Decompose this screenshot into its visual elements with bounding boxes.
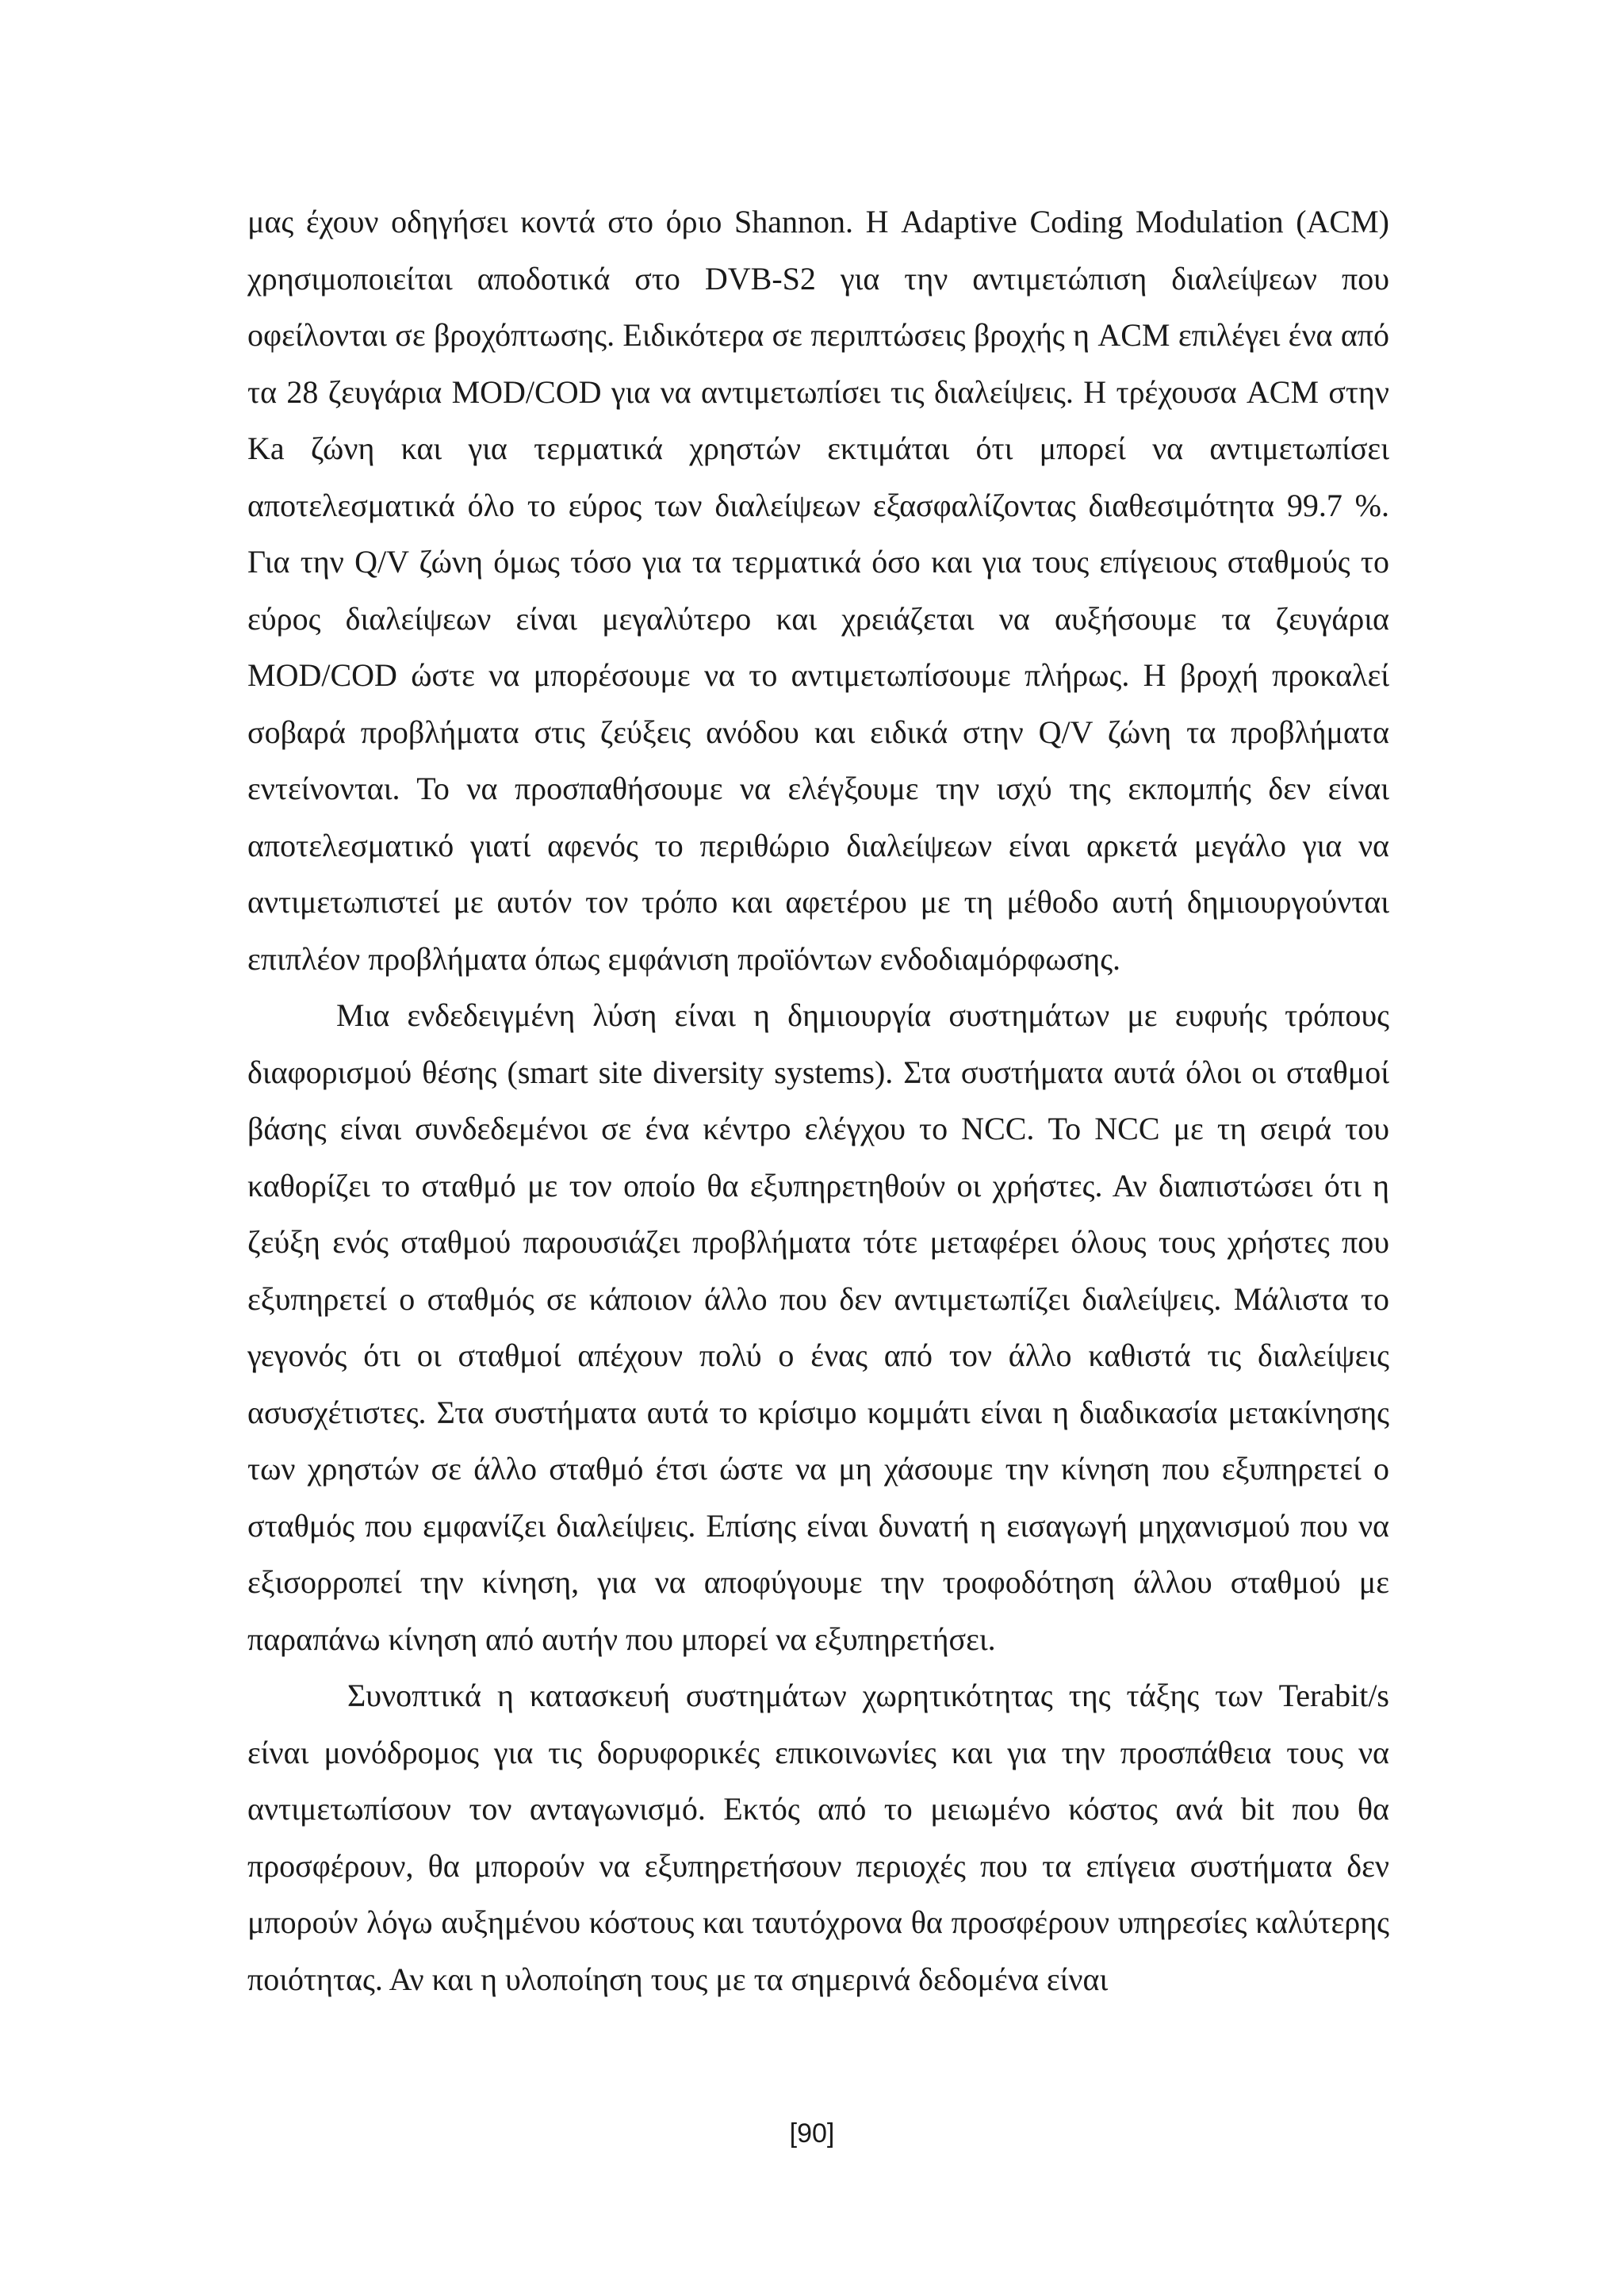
paragraph-site-diversity: Μια ενδεδειγμένη λύση είναι η δημιουργία συστημάτων με ευφυής τρόπους διαφορισμού θέσης (smart site diversity systems). Στα συστήματα αυτά όλοι οι σταθμοί βάσης είναι συνδεδεμένοι σε ένα κέντρο ελέγχου το NCC. Το NCC με τη σειρά του καθορίζει το σταθμό με τον οποίο θα εξυπηρετηθούν οι χρήστες. Αν διαπιστώσει ότι η ζεύξη ενός σταθμού παρουσιάζει προβλήματα τότε μεταφέρει όλους τους χρήστες που εξυπηρετεί ο σταθμός σε κάποιον άλλο που δεν αντιμετωπίζει διαλείψεις. Μάλιστα το γεγονός ότι οι σταθμοί απέχουν πολύ ο ένας από τον άλλο καθιστά τις διαλείψεις ασυσχέτιστες. Στα συστήματα αυτά το κρίσιμο κομμάτι είναι η διαδικασία μετακίνησης των χρηστών σε άλλο σταθμό έτσι ώστε να μη χάσουμε την κίνηση που εξυπηρετεί ο σταθμός που εμφανίζει διαλείψεις. Επίσης είναι δυνατή η εισαγωγή μηχανισμού που να εξισορροπεί την κίνηση, για να αποφύγουμε την τροφοδότηση άλλου σταθμού με παραπάνω κίνηση από αυτήν που μπορεί να εξυπηρετήσει.	[247, 997, 1389, 1657]
body-text	[247, 193, 1389, 2007]
page-number: [90]	[789, 2118, 835, 2149]
paragraph-summary: Συνοπτικά η κατασκευή συστημάτων χωρητικότητας της τάξης των Terabit/s είναι μονόδρομος για τις δορυφορικές επικοινωνίες και για την προσπάθεια τους να αντιμετωπίσουν τον ανταγωνισμό. Εκτός από το μειωμένο κόστος ανά bit που θα προσφέρουν, θα μπορούν να εξυπηρετήσουν περιοχές που τα επίγεια συστήματα δεν μπορούν λόγω αυξημένου κόστους και ταυτόχρονα θα προσφέρουν υπηρεσίες καλύτερης ποιότητας. Αν και η υλοποίηση τους με τα σημερινά δεδομένα είναι	[247, 1678, 1390, 1997]
paragraph-acm: μας έχουν οδηγήσει κοντά στο όριο Shannon. Η Adaptive Coding Modulation (ACM) χρησιμοποιείται αποδοτικά στο DVB-S2 για την αντιμετώπιση διαλείψεων που οφείλονται σε βροχόπτωσης. Ειδικότερα σε περιπτώσεις βροχής η ACM επιλέγει ένα από τα 28 ζευγάρια MOD/COD για να αντιμετωπίσει τις διαλείψεις. Η τρέχουσα ACM στην Ka ζώνη και για τερματικά χρηστών εκτιμάται ότι μπορεί να αντιμετωπίσει αποτελεσματικά όλο το εύρος των διαλείψεων εξασφαλίζοντας διαθεσιμότητα 99.7 %. Για την Q/V ζώνη όμως τόσο για τα τερματικά όσο και για τους επίγειους σταθμούς το εύρος διαλείψεων είναι μεγαλύτερο και χρειάζεται να αυξήσουμε τα ζευγάρια MOD/COD ώστε να μπορέσουμε να το αντιμετωπίσουμε πλήρως. Η βροχή προκαλεί σοβαρά προβλήματα στις ζεύξεις ανόδου και ειδικά στην Q/V ζώνη τα προβλήματα εντείνονται. Το να προσπαθήσουμε να ελέγξουμε την ισχύ της εκπομπής δεν είναι αποτελεσματικό γιατί αφενός το περιθώριο διαλείψεων είναι αρκετά μεγάλο για να αντιμετωπιστεί με αυτόν τον τρόπο και αφετέρου με τη μέθοδο αυτή δημιουργούνται επιπλέον προβλήματα όπως εμφάνιση προϊόντων ενδοδιαμόρφωσης.	[247, 204, 1389, 977]
